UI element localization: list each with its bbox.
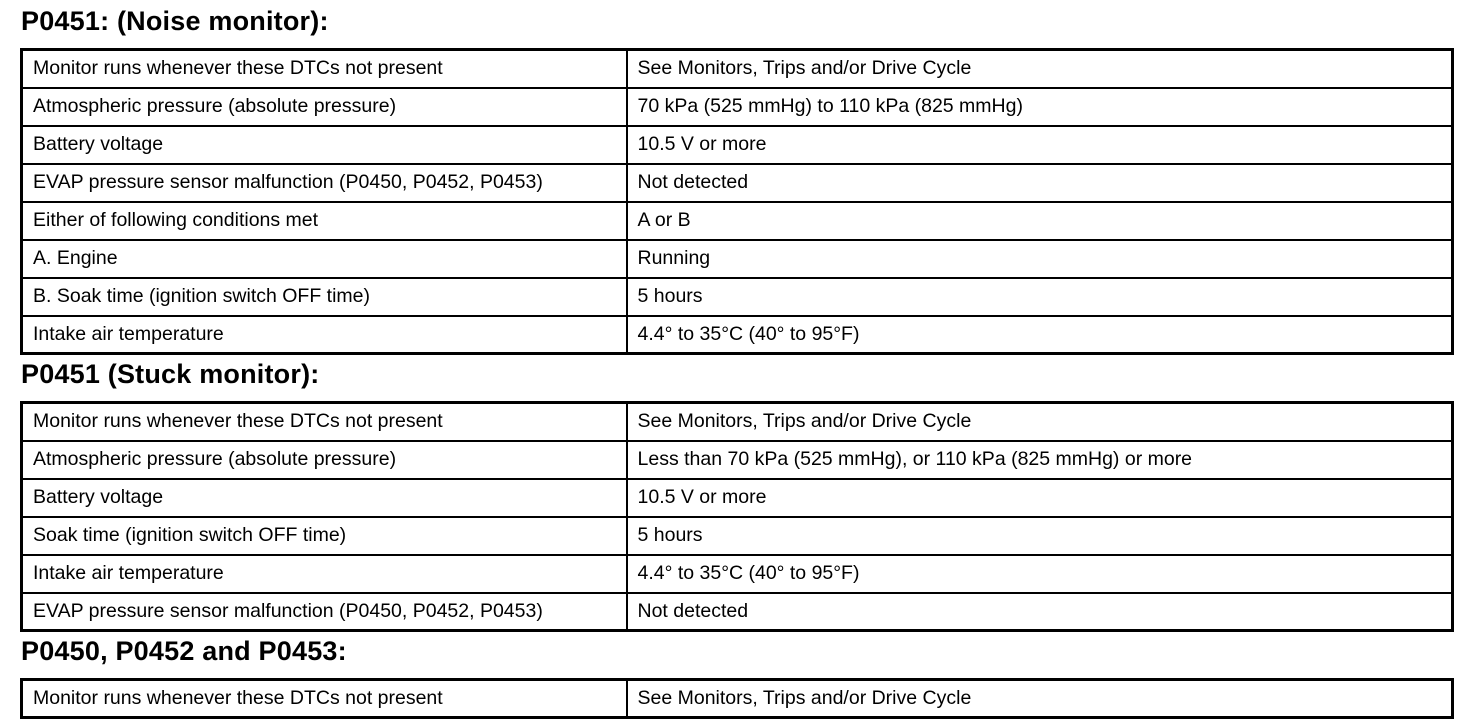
condition-cell: Monitor runs whenever these DTCs not present bbox=[22, 403, 627, 441]
table-row bbox=[22, 517, 1453, 555]
table-row bbox=[22, 202, 1453, 240]
value-cell: Not detected bbox=[627, 593, 1453, 631]
value-cell: Not detected bbox=[627, 164, 1453, 202]
value-cell: See Monitors, Trips and/or Drive Cycle bbox=[627, 50, 1453, 88]
value-cell: 4.4° to 35°C (40° to 95°F) bbox=[627, 555, 1453, 593]
noise-monitor-table bbox=[20, 48, 1454, 355]
table-row bbox=[22, 88, 1453, 126]
table-row bbox=[22, 164, 1453, 202]
condition-cell: Intake air temperature bbox=[22, 316, 627, 354]
stuck-monitor-table bbox=[20, 401, 1454, 632]
value-cell: 4.4° to 35°C (40° to 95°F) bbox=[627, 316, 1453, 354]
section-heading-stuck-monitor: P0451 (Stuck monitor): bbox=[21, 359, 320, 389]
table-row bbox=[22, 403, 1453, 441]
value-cell: See Monitors, Trips and/or Drive Cycle bbox=[627, 680, 1453, 718]
value-cell: 70 kPa (525 mmHg) to 110 kPa (825 mmHg) bbox=[627, 88, 1453, 126]
table-row bbox=[22, 278, 1453, 316]
section-heading-p0450-p0452-p0453: P0450, P0452 and P0453: bbox=[21, 636, 347, 666]
value-cell: Less than 70 kPa (525 mmHg), or 110 kPa (825 mmHg) or more bbox=[627, 441, 1453, 479]
value-cell: 10.5 V or more bbox=[627, 126, 1453, 164]
table-row bbox=[22, 555, 1453, 593]
condition-cell: Soak time (ignition switch OFF time) bbox=[22, 517, 627, 555]
value-cell: 5 hours bbox=[627, 517, 1453, 555]
condition-cell: B. Soak time (ignition switch OFF time) bbox=[22, 278, 627, 316]
value-cell: Running bbox=[627, 240, 1453, 278]
value-cell: See Monitors, Trips and/or Drive Cycle bbox=[627, 403, 1453, 441]
table-row bbox=[22, 680, 1453, 718]
table-row bbox=[22, 50, 1453, 88]
table-row bbox=[22, 316, 1453, 354]
condition-cell: Atmospheric pressure (absolute pressure) bbox=[22, 441, 627, 479]
table-row bbox=[22, 240, 1453, 278]
condition-cell: EVAP pressure sensor malfunction (P0450, P0452, P0453) bbox=[22, 164, 627, 202]
condition-cell: Battery voltage bbox=[22, 479, 627, 517]
condition-cell: EVAP pressure sensor malfunction (P0450, P0452, P0453) bbox=[22, 593, 627, 631]
table-row bbox=[22, 593, 1453, 631]
condition-cell: A. Engine bbox=[22, 240, 627, 278]
value-cell: 5 hours bbox=[627, 278, 1453, 316]
condition-cell: Atmospheric pressure (absolute pressure) bbox=[22, 88, 627, 126]
value-cell: A or B bbox=[627, 202, 1453, 240]
condition-cell: Either of following conditions met bbox=[22, 202, 627, 240]
table-row bbox=[22, 126, 1453, 164]
condition-cell: Intake air temperature bbox=[22, 555, 627, 593]
section-heading-noise-monitor: P0451: (Noise monitor): bbox=[21, 6, 329, 36]
table-row bbox=[22, 479, 1453, 517]
value-cell: 10.5 V or more bbox=[627, 479, 1453, 517]
condition-cell: Battery voltage bbox=[22, 126, 627, 164]
condition-cell: Monitor runs whenever these DTCs not present bbox=[22, 50, 627, 88]
table-row bbox=[22, 441, 1453, 479]
condition-cell: Monitor runs whenever these DTCs not present bbox=[22, 680, 627, 718]
p0450-p0452-p0453-table bbox=[20, 678, 1454, 719]
